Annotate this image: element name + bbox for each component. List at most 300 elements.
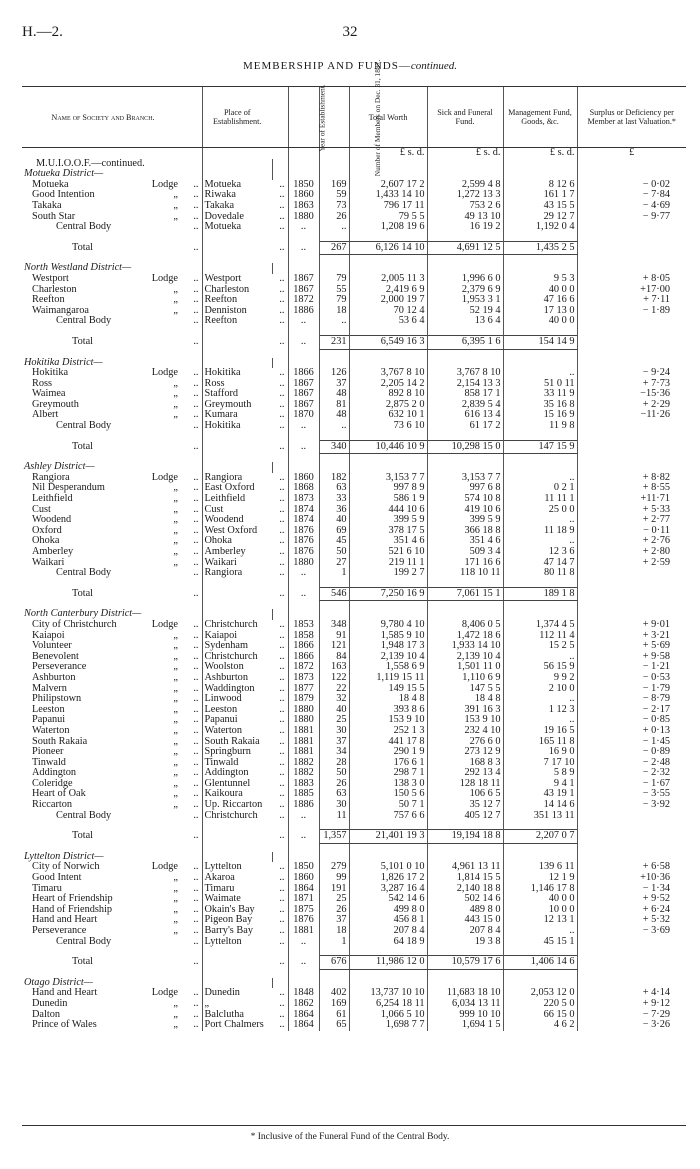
branch-worth: 1,948 17 3 — [349, 641, 427, 652]
dots-leader: .. — [193, 693, 199, 705]
branch-type: „ — [173, 514, 178, 526]
branch-type: „ — [173, 767, 178, 779]
branch-row — [22, 715, 686, 726]
branch-name: Malvern — [32, 682, 67, 694]
branch-sick: 1,472 18 6 — [427, 631, 503, 642]
branch-mgmt: 8 12 6 — [503, 180, 577, 191]
branch-surplus: − 0·02 — [577, 180, 686, 191]
branch-worth: 796 17 11 — [349, 201, 427, 212]
branch-name: Central Body — [56, 809, 112, 821]
branch-name: Ohoka — [32, 535, 60, 547]
dots-leader: .. — [193, 724, 199, 736]
dots-leader: .. — [193, 514, 199, 526]
branch-members: 121 — [319, 641, 349, 652]
branch-sick: 8,406 0 5 — [427, 620, 503, 631]
branch-year: 1880 — [288, 558, 319, 569]
blank-cell — [319, 454, 349, 463]
branch-members: 91 — [319, 631, 349, 642]
branch-mgmt: 112 11 4 — [503, 631, 577, 642]
dots-leader: .. — [279, 756, 285, 768]
branch-surplus: − 7·29 — [577, 1010, 686, 1021]
branch-worth: 6,254 18 11 — [349, 999, 427, 1010]
dots-leader: .. — [193, 956, 199, 968]
dots-leader: .. — [193, 746, 199, 758]
dots-leader: .. — [279, 703, 285, 715]
dots-leader: .. — [193, 556, 199, 568]
dots-leader: .. — [279, 440, 285, 452]
blank-cell — [202, 327, 272, 336]
branch-year: 1880 — [288, 705, 319, 716]
branch-place: Reefton — [202, 316, 272, 327]
branch-row — [22, 515, 686, 526]
branch-members: 169 — [319, 180, 349, 191]
branch-members: 26 — [319, 905, 349, 916]
branch-name: Hokitika — [32, 367, 69, 379]
branch-mgmt: .. — [503, 715, 577, 726]
branch-row — [22, 620, 686, 631]
branch-name: Hand and Heart — [32, 914, 98, 926]
branch-sick: 171 16 6 — [427, 558, 503, 569]
branch-sick: 502 14 6 — [427, 894, 503, 905]
branch-surplus: − 9·77 — [577, 212, 686, 223]
branch-worth: 399 5 9 — [349, 515, 427, 526]
dots-leader: .. — [279, 294, 285, 306]
col-year: Year of Establishment. — [288, 87, 319, 148]
branch-name: Addington — [32, 767, 77, 779]
total-mgmt: 2,207 0 7 — [503, 830, 577, 844]
branch-type: „ — [173, 524, 178, 536]
branch-name: Westport — [32, 272, 69, 284]
branch-mgmt: 351 13 11 — [503, 811, 577, 822]
branch-surplus — [577, 316, 686, 327]
branch-year: 1867 — [288, 379, 319, 390]
blank-cell — [272, 601, 288, 610]
branch-year: 1886 — [288, 306, 319, 317]
branch-year: 1862 — [288, 999, 319, 1010]
branch-members: 99 — [319, 873, 349, 884]
branch-mgmt: 9 5 3 — [503, 274, 577, 285]
branch-name: Central Body — [56, 315, 112, 327]
dots-leader: .. — [193, 335, 199, 347]
branch-type: Lodge — [151, 618, 178, 630]
branch-surplus: + 9·12 — [577, 999, 686, 1010]
dots-leader: .. — [279, 283, 285, 295]
branch-year: 1867 — [288, 389, 319, 400]
blank-cell — [503, 947, 577, 956]
branch-place: Ohoka — [202, 536, 272, 547]
branch-mgmt: 9 9 2 — [503, 673, 577, 684]
branch-members: 402 — [319, 988, 349, 999]
dots-leader: .. — [193, 650, 199, 662]
branch-name: Waterton — [32, 724, 70, 736]
branch-members: 40 — [319, 705, 349, 716]
branch-name: Volunteer — [32, 640, 72, 652]
branch-place: South Rakaia — [202, 737, 272, 748]
branch-mgmt: .. — [503, 652, 577, 663]
blank-cell — [577, 335, 686, 349]
dots-leader: .. — [279, 1019, 285, 1031]
branch-members: 50 — [319, 547, 349, 558]
dots-leader: .. — [279, 241, 285, 253]
branch-row — [22, 988, 686, 999]
dots-leader: .. — [193, 367, 199, 379]
branch-mgmt: 1,374 4 5 — [503, 620, 577, 631]
branch-type: „ — [173, 746, 178, 758]
branch-members: 81 — [319, 400, 349, 411]
branch-name: City of Norwich — [32, 861, 100, 873]
blank-cell — [184, 327, 202, 336]
branch-row — [22, 673, 686, 684]
branch-type: „ — [173, 409, 178, 421]
dots-leader: .. — [193, 283, 199, 295]
blank-cell — [202, 255, 272, 264]
dots-leader: .. — [279, 746, 285, 758]
branch-year: .. — [288, 222, 319, 233]
branch-mgmt: 40 0 0 — [503, 285, 577, 296]
branch-sick: 106 6 5 — [427, 789, 503, 800]
branch-place: Tinwald — [202, 758, 272, 769]
branch-worth: 632 10 1 — [349, 410, 427, 421]
branch-place: Riwaka — [202, 190, 272, 201]
branch-surplus — [577, 421, 686, 432]
total-row — [22, 587, 686, 601]
col-surplus: Surplus or Deficiency per Member at last Valuation.* — [577, 87, 686, 148]
branch-name-cell — [22, 811, 184, 822]
branch-mgmt: 165 11 8 — [503, 737, 577, 748]
branch-year: 1874 — [288, 515, 319, 526]
branch-mgmt: 15 16 9 — [503, 410, 577, 421]
branch-surplus: + 9·52 — [577, 894, 686, 905]
branch-name: Heart of Friendship — [32, 893, 113, 905]
units-surplus: £ — [577, 148, 686, 159]
branch-mgmt: 12 3 6 — [503, 547, 577, 558]
page-ref: H.—2. — [22, 24, 63, 40]
branch-sick: 3,153 7 7 — [427, 473, 503, 484]
dots-leader: .. — [279, 809, 285, 821]
branch-place: Christchurch — [202, 811, 272, 822]
branch-row — [22, 536, 686, 547]
blank-cell — [202, 440, 272, 454]
branch-worth: 290 1 9 — [349, 747, 427, 758]
branch-mgmt: .. — [503, 473, 577, 484]
dots-leader: .. — [279, 388, 285, 400]
blank-cell — [202, 821, 272, 830]
branch-year: 1867 — [288, 285, 319, 296]
blank-cell — [503, 233, 577, 242]
branch-surplus: − 2·32 — [577, 768, 686, 779]
branch-mgmt: 45 15 1 — [503, 937, 577, 948]
branch-mgmt: 43 19 1 — [503, 789, 577, 800]
branch-surplus: − 2·17 — [577, 705, 686, 716]
branch-row — [22, 779, 686, 790]
blank-cell — [349, 327, 427, 336]
branch-sick: 997 6 8 — [427, 483, 503, 494]
blank-cell — [503, 432, 577, 441]
dots-leader: .. — [279, 682, 285, 694]
branch-mgmt: 25 0 0 — [503, 505, 577, 516]
district-heading-row — [22, 263, 686, 274]
branch-year: 1880 — [288, 212, 319, 223]
branch-surplus: − 3·26 — [577, 1020, 686, 1031]
branch-row — [22, 915, 686, 926]
branch-name-cell — [22, 316, 184, 327]
units-blank — [288, 148, 319, 159]
branch-year: 1876 — [288, 536, 319, 547]
branch-worth: 9,780 4 10 — [349, 620, 427, 631]
blank-cell — [184, 454, 202, 463]
branch-name: Perseverance — [32, 661, 87, 673]
branch-name: Benevolent — [32, 650, 79, 662]
branch-year: 1863 — [288, 201, 319, 212]
dots-leader: .. — [279, 272, 285, 284]
branch-mgmt: 161 1 7 — [503, 190, 577, 201]
blank-cell — [22, 947, 184, 956]
branch-mgmt: 10 0 0 — [503, 905, 577, 916]
dots-leader: .. — [279, 556, 285, 568]
branch-worth: 149 15 5 — [349, 684, 427, 695]
branch-name-cell — [22, 937, 184, 948]
dots-leader: .. — [279, 914, 285, 926]
units-row — [22, 148, 686, 159]
blank-cell — [427, 843, 503, 852]
district-heading-row — [22, 852, 686, 863]
branch-year: 1875 — [288, 905, 319, 916]
branch-type: „ — [173, 189, 178, 201]
total-worth: 6,549 16 3 — [349, 335, 427, 349]
branch-year: 1883 — [288, 779, 319, 790]
branch-name: Dunedin — [32, 997, 68, 1009]
branch-mgmt: 43 15 5 — [503, 201, 577, 212]
branch-mgmt: 12 13 1 — [503, 915, 577, 926]
blank-cell — [288, 579, 319, 588]
branch-sick: 18 4 8 — [427, 694, 503, 705]
branch-surplus: −11·26 — [577, 410, 686, 421]
blank-cell — [22, 821, 184, 830]
branch-place: Linwood — [202, 694, 272, 705]
branch-year: 1873 — [288, 673, 319, 684]
branch-sick: 2,154 13 3 — [427, 379, 503, 390]
branch-year: 1885 — [288, 789, 319, 800]
branch-place: Timaru — [202, 884, 272, 895]
branch-surplus: − 4·69 — [577, 201, 686, 212]
dots-leader: .. — [193, 640, 199, 652]
blank-cell — [319, 255, 349, 264]
branch-surplus: + 2·59 — [577, 558, 686, 569]
branch-row — [22, 811, 686, 822]
units-blank — [184, 148, 202, 159]
branch-place: Hokitika — [202, 368, 272, 379]
dots-leader: .. — [193, 799, 199, 811]
branch-surplus: + 0·13 — [577, 726, 686, 737]
dots-leader: .. — [193, 493, 199, 505]
total-label: Total — [72, 830, 94, 842]
branch-members: 1 — [319, 937, 349, 948]
branch-type: „ — [173, 893, 178, 905]
page-header — [22, 24, 678, 44]
branch-surplus: + 3·21 — [577, 631, 686, 642]
branch-surplus: − 3·55 — [577, 789, 686, 800]
branch-type: „ — [173, 629, 178, 641]
spacer-row — [22, 579, 686, 588]
branch-row — [22, 494, 686, 505]
branch-place: Port Chalmers — [202, 1020, 272, 1031]
dots-leader: .. — [193, 893, 199, 905]
spacer-row — [22, 843, 686, 852]
branch-sick: 753 2 6 — [427, 201, 503, 212]
branch-row — [22, 862, 686, 873]
branch-row — [22, 747, 686, 758]
district-heading-row — [22, 609, 686, 620]
branch-year: 1850 — [288, 862, 319, 873]
branch-place: Takaka — [202, 201, 272, 212]
dots-leader: .. — [279, 471, 285, 483]
dots-leader: .. — [193, 777, 199, 789]
dots-leader: .. — [193, 199, 199, 211]
branch-year: 1881 — [288, 747, 319, 758]
total-year: .. — [288, 440, 319, 454]
total-members: 676 — [319, 956, 349, 970]
total-row — [22, 335, 686, 349]
branch-name: Heart of Oak — [32, 788, 86, 800]
branch-members: .. — [319, 316, 349, 327]
branch-surplus: −15·36 — [577, 389, 686, 400]
branch-type: „ — [173, 210, 178, 222]
branch-mgmt: 2 10 0 — [503, 684, 577, 695]
branch-members: 37 — [319, 737, 349, 748]
branch-type: „ — [173, 377, 178, 389]
branch-name: Oxford — [32, 524, 62, 536]
blank-cell — [577, 587, 686, 601]
branch-type: „ — [173, 925, 178, 936]
total-year: .. — [288, 335, 319, 349]
branch-members: 33 — [319, 494, 349, 505]
total-worth: 6,126 14 10 — [349, 241, 427, 255]
branch-sick: 2,839 5 4 — [427, 400, 503, 411]
branch-sick: 49 13 10 — [427, 212, 503, 223]
branch-surplus: + 7·11 — [577, 295, 686, 306]
branch-worth: 150 5 6 — [349, 789, 427, 800]
blank-cell — [272, 349, 288, 358]
branch-name: Perseverance — [32, 925, 87, 936]
branch-type: „ — [173, 535, 178, 547]
branch-sick: 11,683 18 10 — [427, 988, 503, 999]
dots-leader: .. — [279, 315, 285, 327]
branch-name: City of Christchurch — [32, 618, 117, 630]
blank-cell — [184, 255, 202, 264]
branch-members: 26 — [319, 779, 349, 790]
district-heading-row — [22, 978, 686, 989]
branch-mgmt: .. — [503, 694, 577, 705]
branch-worth: 1,208 19 6 — [349, 222, 427, 233]
dots-leader: .. — [193, 809, 199, 821]
blank-cell — [577, 969, 686, 978]
col-sick: Sick and Funeral Fund. — [427, 87, 503, 148]
branch-surplus: + 2·76 — [577, 536, 686, 547]
branch-members: 45 — [319, 536, 349, 547]
blank-cell — [577, 956, 686, 970]
branch-surplus: − 1·21 — [577, 662, 686, 673]
branch-year: 1858 — [288, 631, 319, 642]
total-sick: 10,298 15 0 — [427, 440, 503, 454]
total-label: Total — [72, 956, 94, 968]
branch-row — [22, 789, 686, 800]
blank-cell — [184, 432, 202, 441]
branch-row — [22, 180, 686, 191]
blank-cell — [503, 159, 577, 170]
branch-sick: 574 10 8 — [427, 494, 503, 505]
branch-worth: 176 6 1 — [349, 758, 427, 769]
branch-name: Waimangaroa — [32, 304, 89, 316]
branch-year: 1860 — [288, 473, 319, 484]
dots-leader: .. — [279, 997, 285, 1009]
units-worth: £ s. d. — [349, 148, 427, 159]
branch-sick: 273 12 9 — [427, 747, 503, 758]
branch-row — [22, 526, 686, 537]
branch-year: .. — [288, 937, 319, 948]
dots-leader: .. — [193, 535, 199, 547]
blank-cell — [288, 327, 319, 336]
branch-year: 1866 — [288, 368, 319, 379]
branch-surplus: +11·71 — [577, 494, 686, 505]
branch-year: 1864 — [288, 1010, 319, 1021]
branch-surplus: + 4·14 — [577, 988, 686, 999]
branch-year: 1880 — [288, 715, 319, 726]
branch-sick: 16 19 2 — [427, 222, 503, 233]
branch-place: Springburn — [202, 747, 272, 758]
total-row — [22, 830, 686, 844]
branch-worth: 18 4 8 — [349, 694, 427, 705]
blank-cell — [503, 358, 577, 369]
branch-type: „ — [173, 703, 178, 715]
blank-cell — [288, 843, 319, 852]
branch-type: „ — [173, 398, 178, 410]
branch-name: Timaru — [32, 882, 62, 894]
blank-cell — [202, 969, 272, 978]
total-sick: 19,194 18 8 — [427, 830, 503, 844]
branch-sick: 276 6 0 — [427, 737, 503, 748]
branch-mgmt: 1 12 3 — [503, 705, 577, 716]
branch-name: Leeston — [32, 703, 65, 715]
branch-mgmt: .. — [503, 515, 577, 526]
branch-place: Kaiapoi — [202, 631, 272, 642]
dots-leader: .. — [193, 294, 199, 306]
branch-year: 1872 — [288, 295, 319, 306]
dots-leader: .. — [193, 304, 199, 316]
total-label: Total — [72, 241, 94, 253]
district-name: Ashley District— — [24, 461, 95, 473]
branch-worth: 1,826 17 2 — [349, 873, 427, 884]
blank-cell — [503, 454, 577, 463]
branch-surplus: + 2·77 — [577, 515, 686, 526]
branch-type: Lodge — [151, 471, 178, 483]
branch-type: „ — [173, 199, 178, 211]
branch-year: 1870 — [288, 410, 319, 421]
branch-place: Christchurch — [202, 652, 272, 663]
blank-cell — [184, 349, 202, 358]
branch-members: 191 — [319, 884, 349, 895]
blank-cell — [577, 579, 686, 588]
dots-leader: .. — [279, 629, 285, 641]
branch-name-cell — [22, 222, 184, 233]
blank-cell — [577, 349, 686, 358]
branch-sick: 399 5 9 — [427, 515, 503, 526]
dots-leader: .. — [279, 735, 285, 747]
blank-cell — [577, 843, 686, 852]
branch-surplus: + 2·29 — [577, 400, 686, 411]
blank-cell — [349, 349, 427, 358]
branch-mgmt: 220 5 0 — [503, 999, 577, 1010]
branch-year: 1853 — [288, 620, 319, 631]
